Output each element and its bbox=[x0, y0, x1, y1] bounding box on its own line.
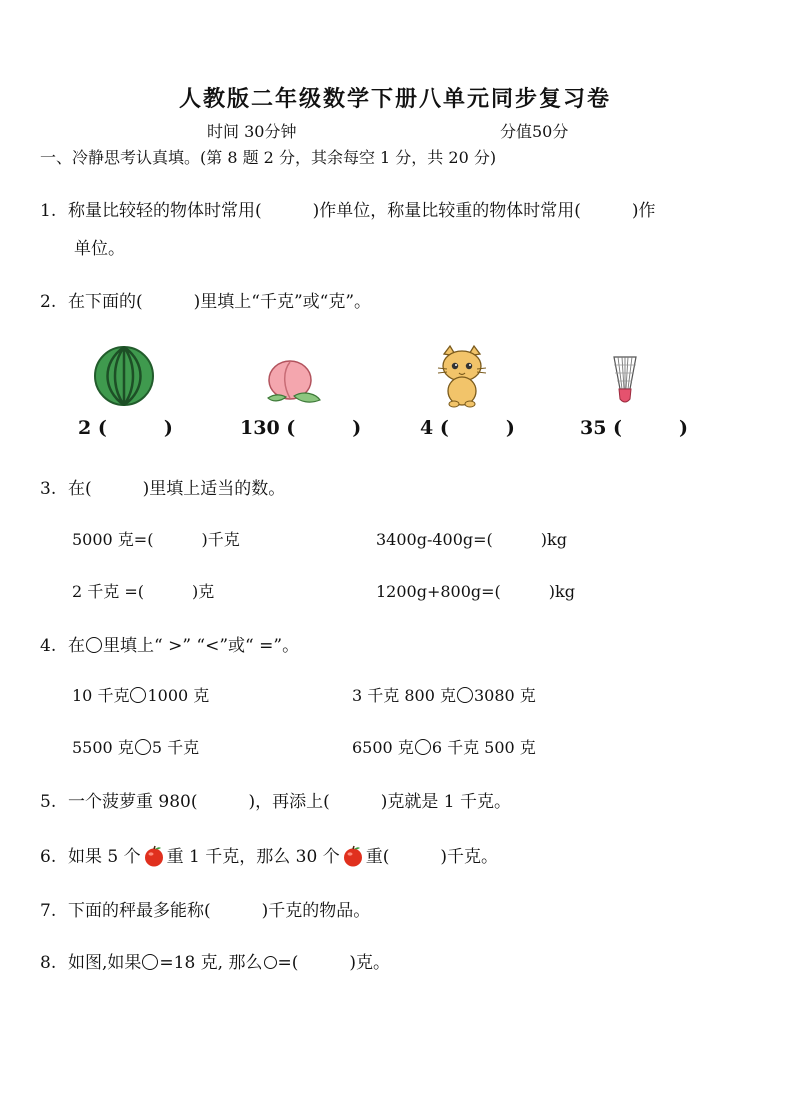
blank-circle-icon bbox=[86, 637, 102, 653]
large-circle-icon bbox=[142, 954, 158, 970]
question-number: 3. bbox=[40, 479, 57, 499]
question-text: 重 1 千克，那么 30 个 bbox=[166, 847, 340, 867]
comparison-left: 6500 克 bbox=[352, 738, 414, 757]
blank-circle-icon bbox=[457, 687, 473, 703]
question-text: 如图,如果 bbox=[68, 953, 142, 973]
comparison-right: 3080 克 bbox=[473, 686, 536, 705]
conversion-item: 5000 克=( )千克 bbox=[72, 530, 240, 549]
question-text: 一个菠萝重 980( )，再添上( )克就是 1 千克。 bbox=[68, 792, 512, 812]
small-circle-icon bbox=[264, 956, 277, 969]
comparison-item bbox=[352, 683, 536, 706]
question-4 bbox=[40, 631, 299, 656]
section-title: 一、冷静思考认真填。(第 8 题 2 分，其余每空 1 分，共 20 分) bbox=[40, 148, 497, 167]
weight-answer-kitten: 4 ( ) bbox=[420, 417, 515, 439]
comparison-left: 10 千克 bbox=[72, 686, 130, 705]
apple-icon bbox=[342, 845, 364, 867]
comparison-left: 5500 克 bbox=[72, 738, 134, 757]
peach-icon bbox=[264, 356, 322, 406]
question-1-continued: 单位。 bbox=[74, 239, 125, 259]
shuttlecock-icon bbox=[610, 355, 640, 407]
question-number: 6. bbox=[40, 847, 57, 867]
question-text: 在 bbox=[68, 636, 85, 656]
question-text: 称量比较轻的物体时常用( )作单位，称量比较重的物体时常用( )作 bbox=[68, 201, 656, 221]
weight-answer-peach: 130 ( ) bbox=[240, 417, 362, 439]
question-text: =( )克。 bbox=[277, 953, 391, 973]
comparison-item bbox=[352, 735, 536, 758]
weight-answer-watermelon: 2 ( ) bbox=[78, 417, 173, 439]
question-number: 2. bbox=[40, 292, 57, 312]
question-3 bbox=[40, 474, 285, 499]
exam-time: 时间 30分钟 bbox=[207, 122, 297, 141]
question-number: 8. bbox=[40, 953, 57, 973]
question-text: =18 克, 那么 bbox=[159, 953, 263, 973]
question-number: 1. bbox=[40, 201, 57, 221]
question-text: 如果 5 个 bbox=[68, 847, 141, 867]
question-number: 7. bbox=[40, 901, 57, 921]
question-7 bbox=[40, 896, 370, 921]
comparison-right: 1000 克 bbox=[147, 686, 210, 705]
question-1 bbox=[40, 196, 656, 221]
comparison-item bbox=[72, 683, 209, 706]
blank-circle-icon bbox=[135, 739, 151, 755]
conversion-item: 2 千克 =( )克 bbox=[72, 582, 215, 601]
comparison-right: 5 千克 bbox=[151, 738, 200, 757]
question-text: 里填上“ >” “<”或“ =”。 bbox=[103, 636, 300, 656]
kitten-icon bbox=[434, 344, 490, 408]
page-title: 人教版二年级数学下册八单元同步复习卷 bbox=[178, 87, 611, 112]
comparison-right: 6 千克 500 克 bbox=[431, 738, 536, 757]
question-text: 重( )千克。 bbox=[365, 847, 498, 867]
conversion-item: 3400g-400g=( )kg bbox=[376, 530, 567, 549]
question-text: 在下面的( )里填上“千克”或“克”。 bbox=[68, 292, 372, 312]
conversion-item: 1200g+800g=( )kg bbox=[376, 582, 575, 601]
question-6 bbox=[40, 842, 498, 867]
weight-answer-shuttlecock: 35 ( ) bbox=[580, 417, 689, 439]
watermelon-icon bbox=[92, 344, 156, 408]
question-number: 5. bbox=[40, 792, 57, 812]
question-8 bbox=[40, 948, 390, 973]
apple-icon bbox=[143, 845, 165, 867]
question-text: 下面的秤最多能称( )千克的物品。 bbox=[68, 901, 371, 921]
exam-score: 分值50分 bbox=[500, 122, 569, 141]
question-number: 4. bbox=[40, 636, 57, 656]
comparison-left: 3 千克 800 克 bbox=[352, 686, 456, 705]
comparison-item bbox=[72, 735, 199, 758]
blank-circle-icon bbox=[130, 687, 146, 703]
question-5 bbox=[40, 787, 511, 812]
question-text: 在( )里填上适当的数。 bbox=[68, 479, 286, 499]
blank-circle-icon bbox=[415, 739, 431, 755]
question-2 bbox=[40, 287, 371, 312]
